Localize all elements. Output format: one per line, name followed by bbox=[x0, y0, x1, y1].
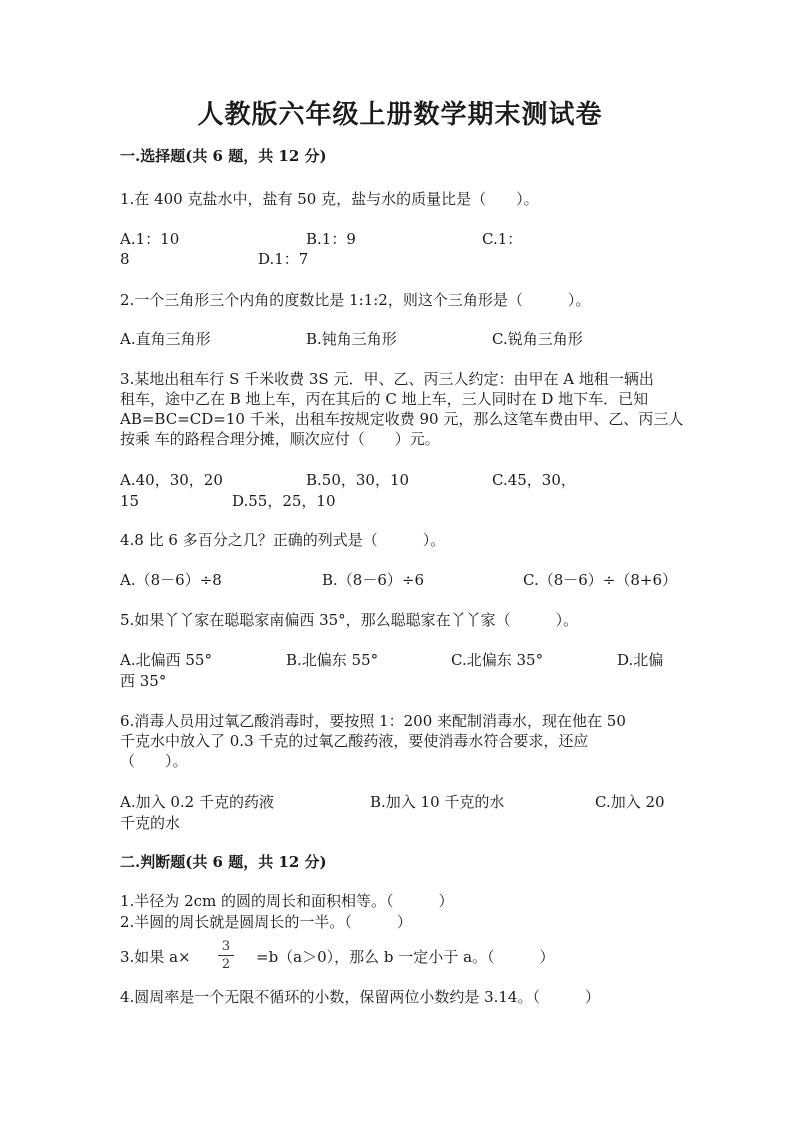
fraction bbox=[216, 939, 236, 972]
question-stem-line: 租车，途中乙在 B 地上车，丙在其后的 C 地上车，三人同时在 D 地下车．已知 bbox=[120, 390, 649, 408]
page-title: 人教版六年级上册数学期末测试卷 bbox=[197, 100, 603, 130]
question-stem: 2.一个三角形三个内角的度数比是 1:1:2，则这个三角形是（ ）。 bbox=[120, 291, 591, 309]
option-b: B.钝角三角形 bbox=[306, 330, 397, 348]
option-d-continued: 西 35° bbox=[120, 672, 167, 690]
option-c: C.北偏东 35° bbox=[451, 651, 544, 669]
option-c-continued: 千克的水 bbox=[120, 814, 181, 832]
option-d: D.1：7 bbox=[258, 250, 309, 268]
option-a: A.北偏西 55° bbox=[120, 651, 212, 669]
option-c: C.45，30， bbox=[492, 471, 576, 489]
option-a: A.40，30，20 bbox=[120, 471, 223, 489]
question-stem-line: （ ）。 bbox=[120, 752, 188, 770]
judgment-item-continued: =b（a＞0），那么 b 一定小于 a。（ ） bbox=[256, 948, 555, 966]
fraction-numerator: 3 bbox=[221, 939, 231, 954]
option-c: C.（8－6）÷（8+6） bbox=[523, 571, 678, 589]
judgment-item: 2.半圆的周长就是圆周长的一半。（ ） bbox=[120, 913, 412, 931]
option-b: B.加入 10 千克的水 bbox=[370, 793, 505, 811]
fraction-bar bbox=[218, 955, 234, 956]
option-b: B.北偏东 55° bbox=[286, 651, 379, 669]
question-stem: 5.如果丫丫家在聪聪家南偏西 35°，那么聪聪家在丫丫家（ ）。 bbox=[120, 611, 579, 629]
option-a: A.1：10 bbox=[120, 230, 180, 248]
option-d: D.北偏 bbox=[617, 651, 664, 669]
question-stem-line: 按乘 车的路程合理分摊，顺次应付（ ）元。 bbox=[120, 430, 440, 448]
option-a: A.直角三角形 bbox=[120, 330, 211, 348]
option-c-continued: 8 bbox=[120, 250, 130, 268]
question-stem: 4.8 比 6 多百分之几？正确的列式是（ ）。 bbox=[120, 531, 446, 549]
section-heading-choice: 一.选择题(共 6 题，共 12 分) bbox=[120, 147, 327, 165]
option-c: C.锐角三角形 bbox=[492, 330, 583, 348]
option-c: C.1： bbox=[482, 230, 523, 248]
fraction-denominator: 2 bbox=[221, 957, 231, 972]
question-stem: 1.在 400 克盐水中，盐有 50 克，盐与水的质量比是（ ）。 bbox=[120, 190, 539, 208]
option-c: C.加入 20 bbox=[595, 793, 665, 811]
option-b: B.1：9 bbox=[306, 230, 356, 248]
option-a: A.加入 0.2 千克的药液 bbox=[120, 793, 274, 811]
section-heading-judgment: 二.判断题(共 6 题，共 12 分) bbox=[120, 853, 327, 871]
judgment-item: 1.半径为 2cm 的圆的周长和面积相等。（ ） bbox=[120, 892, 454, 910]
question-stem-line: AB=BC=CD=10 千米，出租车按规定收费 90 元，那么这笔车费由甲、乙、丙三人 bbox=[120, 410, 684, 428]
question-stem-line: 千克水中放入了 0.3 千克的过氧乙酸药液，要使消毒水符合要求，还应 bbox=[120, 732, 589, 750]
option-d: D.55，25，10 bbox=[232, 492, 336, 510]
question-stem-line: 6.消毒人员用过氧乙酸消毒时，要按照 1：200 来配制消毒水，现在他在 50 bbox=[120, 712, 626, 730]
option-c-continued: 15 bbox=[120, 492, 140, 510]
judgment-item: 4.圆周率是一个无限不循环的小数，保留两位小数约是 3.14。（ ） bbox=[120, 988, 600, 1006]
question-stem-line: 3.某地出租车行 S 千米收费 3S 元．甲、乙、丙三人约定：由甲在 A 地租一辆出 bbox=[120, 370, 654, 388]
judgment-item: 3.如果 a× bbox=[120, 948, 191, 966]
option-b: B.（8－6）÷6 bbox=[322, 571, 424, 589]
option-a: A.（8－6）÷8 bbox=[120, 571, 222, 589]
option-b: B.50，30，10 bbox=[306, 471, 410, 489]
